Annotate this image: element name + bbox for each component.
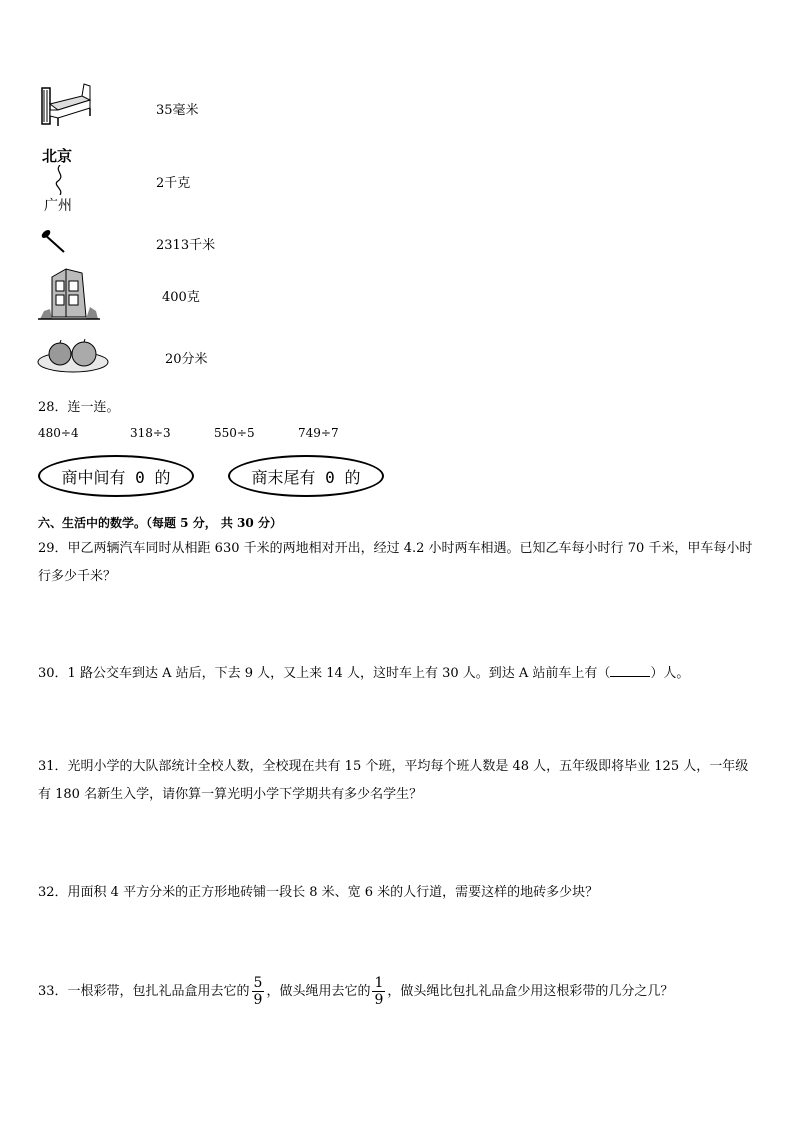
q28-title: 28．连一连。 bbox=[38, 400, 120, 415]
q33-part-1: 33．一根彩带，包扎礼品盒用去它的 bbox=[38, 984, 250, 999]
question-29: 29．甲乙两辆汽车同时从相距 630 千米的两地相对开出，经过 4.2 小时两车相遇。已知乙车每小时行 70 千米，甲车每小时行多少千米？ bbox=[38, 541, 753, 584]
fruit-plate-icon bbox=[36, 338, 110, 374]
bed-icon bbox=[38, 82, 94, 128]
question-33 bbox=[38, 970, 756, 1014]
q33-part-3: ，做头绳比包扎礼品盒少用这根彩带的几分之几？ bbox=[387, 984, 674, 999]
q28-expression-1: 480÷4 bbox=[38, 426, 79, 440]
q30-text-before: 30．1 路公交车到达 A 站后，下去 9 人，又上来 14 人，这时车上有 30 人。到达 A 站前车上有（ bbox=[38, 666, 611, 681]
fraction-denominator: 9 bbox=[374, 992, 384, 1008]
answer-blank[interactable] bbox=[610, 664, 650, 677]
q28-oval-end-zero: 商末尾有 0 的 bbox=[228, 455, 384, 497]
match-value-2: 2千克 bbox=[156, 176, 191, 191]
q33-part-2: ，做头绳用去它的 bbox=[266, 984, 371, 999]
match-value-5: 20分米 bbox=[165, 352, 208, 367]
match-value-1: 35毫米 bbox=[156, 103, 199, 118]
route-map-icon bbox=[40, 145, 84, 215]
q28-expression-2: 318÷3 bbox=[130, 426, 171, 440]
question-30 bbox=[38, 660, 756, 688]
nail-icon bbox=[40, 228, 70, 256]
fraction-numerator: 5 bbox=[253, 975, 263, 991]
city-top-label: 北京 bbox=[42, 147, 73, 165]
fraction-numerator: 1 bbox=[374, 975, 384, 991]
q28-oval-middle-zero: 商中间有 0 的 bbox=[38, 455, 194, 497]
q28-expression-3: 550÷5 bbox=[214, 426, 255, 440]
question-32: 32．用面积 4 平方分米的正方形地砖铺一段长 8 米、宽 6 米的人行道，需要这样的地砖多少块？ bbox=[38, 885, 599, 900]
fraction-5-9 bbox=[252, 975, 265, 1008]
match-value-4: 400克 bbox=[162, 290, 200, 305]
q30-text-after: ）人。 bbox=[650, 666, 690, 681]
match-value-3: 2313千米 bbox=[156, 238, 216, 253]
q28-expression-4: 749÷7 bbox=[298, 426, 339, 440]
section-6-title: 六、生活中的数学。（每题 5 分， 共 30 分） bbox=[38, 516, 282, 530]
building-icon bbox=[38, 265, 100, 321]
fraction-denominator: 9 bbox=[253, 992, 263, 1008]
question-31: 31．光明小学的大队部统计全校人数，全校现在共有 15 个班，平均每个班人数是 48 人，五年级即将毕业 125 人，一年级有 180 名新生入学，请你算一算光明小学下学期共有多少名学生？ bbox=[38, 759, 749, 802]
fraction-1-9 bbox=[372, 975, 385, 1008]
city-bottom-label: 广州 bbox=[44, 198, 72, 214]
